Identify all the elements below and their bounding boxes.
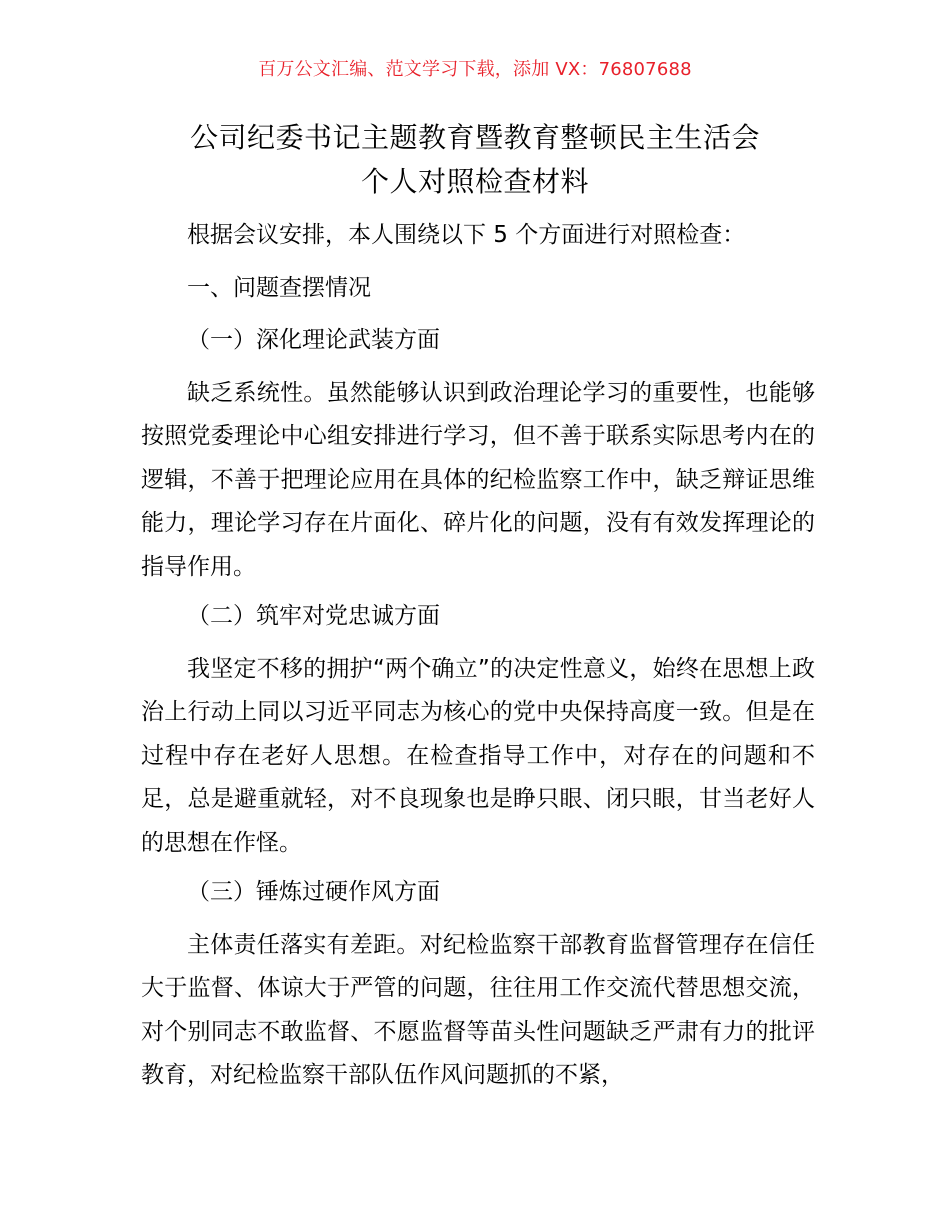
document-title [90,116,860,204]
section-heading-1: 一、问题查摆情况 [187,274,371,301]
header-watermark-note: 百万公文汇编、范文学习下载，添加 VX：76807688 [258,59,692,80]
subsection-heading-3: （三）锤炼过硬作风方面 [187,879,440,905]
body-paragraph-1: 缺乏系统性。虽然能够认识到政治理论学习的重要性，也能够按照党委理论中心组安排进行学习，但不善于联系实际思考内在的逻辑，不善于把理论应用在具体的纪检监察工作中，缺乏辩证思维能力，理论学习存在片面化、碎片化的问题，没有有效发挥理论的指导作用。 [141,379,815,580]
subsection-heading-2: （二）筑牢对党忠诚方面 [187,603,440,629]
title-line-2: 个人对照检查材料 [360,165,589,198]
subsection-heading-1: （一）深化理论武装方面 [187,327,440,353]
document-body [141,214,815,1104]
intro-paragraph: 根据会议安排，本人围绕以下 5 个方面进行对照检查： [187,222,746,248]
body-paragraph-3: 主体责任落实有差距。对纪检监察干部教育监督管理存在信任大于监督、体谅大于严管的问题，往往用工作交流代替思想交流，对个别同志不敢监督、不愿监督等苗头性问题缺乏严肃有力的批评教育，对纪检监察干部队伍作风问题抓的不紧， [141,931,815,1088]
body-paragraph-2: 我坚定不移的拥护“两个确立”的决定性意义，始终在思想上政治上行动上同以习近平同志为核心的党中央保持高度一致。但是在过程中存在老好人思想。在检查指导工作中，对存在的问题和不足，总是避重就轻，对不良现象也是睁只眼、闭只眼，甘当老好人的思想在作怪。 [141,655,815,856]
title-line-1: 公司纪委书记主题教育暨教育整顿民主生活会 [189,121,760,154]
